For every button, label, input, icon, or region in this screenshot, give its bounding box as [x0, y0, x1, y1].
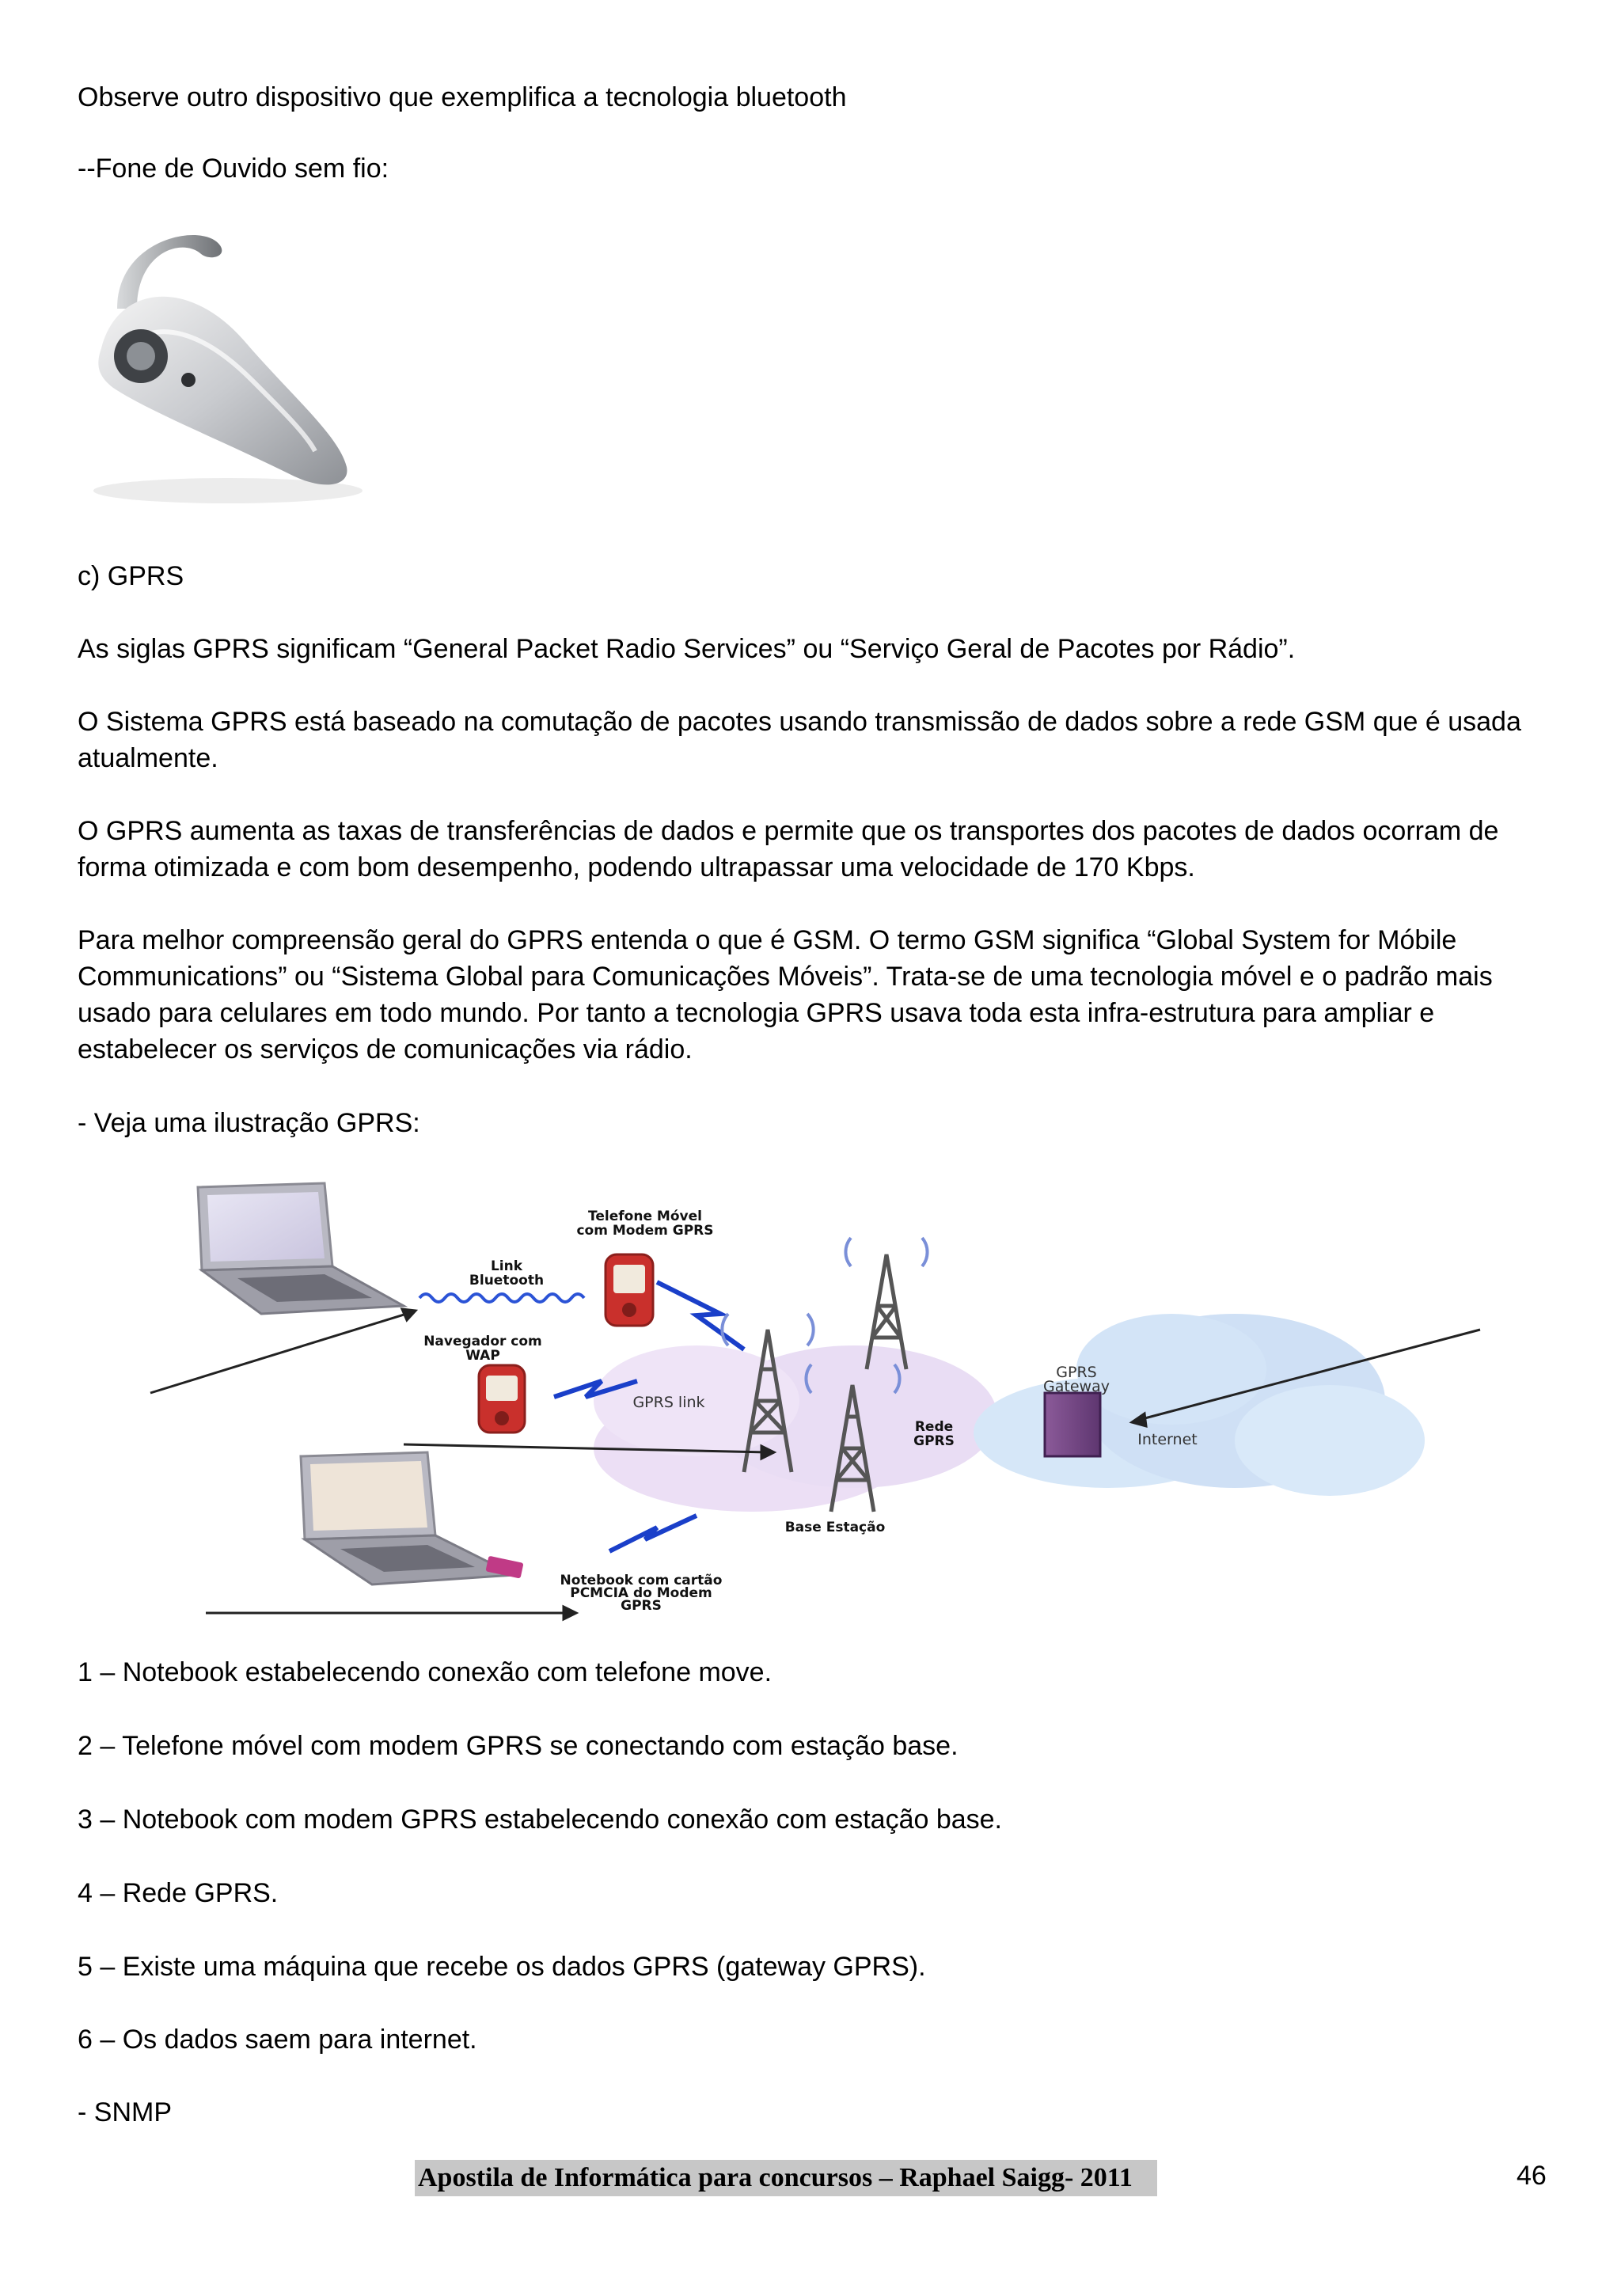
navegador-label-2: WAP — [465, 1348, 500, 1364]
footer-title: Apostila de Informática para concursos – Raphael Saigg- 2011 — [415, 2160, 1157, 2196]
link-bluetooth-label-1: Link — [490, 1258, 523, 1274]
notebook-label-2: PCMCIA do Modem — [570, 1585, 712, 1601]
notebook-label-1: Notebook com cartão — [560, 1573, 723, 1588]
laptop-top-icon — [198, 1183, 404, 1314]
bluetooth-wave-icon — [419, 1294, 584, 1302]
internet-label: Internet — [1137, 1431, 1198, 1448]
arrow-1 — [150, 1312, 412, 1393]
rede-label-1: Rede — [914, 1419, 954, 1435]
bluetooth-headset-image — [70, 214, 378, 514]
radio-bolt-1-icon — [657, 1282, 744, 1349]
list-item-3: 3 – Notebook com modem GPRS estabelecendo conexão com estação base. — [78, 1805, 1003, 1835]
list-item-6: 6 – Os dados saem para internet. — [78, 2025, 477, 2055]
mobile-phone-wap-icon — [479, 1365, 525, 1433]
gprs-heading: c) GPRS — [78, 561, 184, 591]
arrow-4-head — [564, 1607, 576, 1619]
notebook-label-3: GPRS — [621, 1598, 662, 1614]
list-item-1: 1 – Notebook estabelecendo conexão com telefone move. — [78, 1657, 773, 1687]
gateway-label-1: GPRS — [1056, 1364, 1097, 1381]
list-item-5: 5 – Existe uma máquina que recebe os dados GPRS (gateway GPRS). — [78, 1952, 926, 1982]
base-estacao-label: Base Estação — [784, 1520, 886, 1535]
arrow-1-head — [402, 1309, 416, 1320]
laptop-bottom-icon — [301, 1452, 524, 1584]
radio-bolt-3-icon — [609, 1516, 697, 1551]
rede-label-2: GPRS — [913, 1433, 955, 1449]
telefone-label-1: Telefone Móvel — [588, 1209, 702, 1224]
veja-paragraph: - Veja uma ilustração GPRS: — [78, 1108, 420, 1138]
sistema-paragraph: O Sistema GPRS está baseado na comutação de pacotes usando transmissão de dados sobre a rede GSM que é usada atualmente. — [78, 707, 1521, 773]
gprs-link-label: GPRS link — [632, 1394, 705, 1411]
mobile-phone-top-icon — [606, 1254, 653, 1326]
siglas-paragraph: As siglas GPRS significam “General Packet Radio Services” ou “Serviço Geral de Pacotes por Rádio”. — [78, 634, 1296, 664]
fone-paragraph: --Fone de Ouvido sem fio: — [78, 154, 389, 184]
gsm-paragraph: Para melhor compreensão geral do GPRS entenda o que é GSM. O termo GSM significa “Global System for Móbile Communications” ou “Sistema Global para Comunicações Móveis”. Trata-se de uma tecnologia móvel e o padrão mais usado para celulares em todo mundo. Por tanto a tecnologia GPRS usava toda esta infra-estrutura para ampliar e estabelecer os serviços de comunicações via rádio. — [78, 925, 1493, 1065]
gprs-gateway-icon — [1045, 1393, 1100, 1456]
intro-paragraph: Observe outro dispositivo que exemplifica a tecnologia bluetooth — [78, 82, 847, 112]
gateway-label-2: Gateway — [1043, 1378, 1110, 1395]
telefone-label-2: com Modem GPRS — [576, 1223, 714, 1239]
list-item-4: 4 – Rede GPRS. — [78, 1878, 279, 1908]
list-item-2: 2 – Telefone móvel com modem GPRS se conectando com estação base. — [78, 1731, 959, 1761]
gprs-diagram — [142, 1179, 1504, 1622]
link-bluetooth-label-2: Bluetooth — [469, 1273, 545, 1288]
navegador-label-1: Navegador com — [423, 1334, 542, 1349]
snmp-item: - SNMP — [78, 2097, 172, 2127]
aumenta-paragraph: O GPRS aumenta as taxas de transferências de dados e permite que os transportes dos pacotes de dados ocorram de forma otimizada e com bom desempenho, podendo ultrapassar uma velocidade de 170 Kbps. — [78, 816, 1499, 882]
page-number: 46 — [1517, 2161, 1547, 2191]
